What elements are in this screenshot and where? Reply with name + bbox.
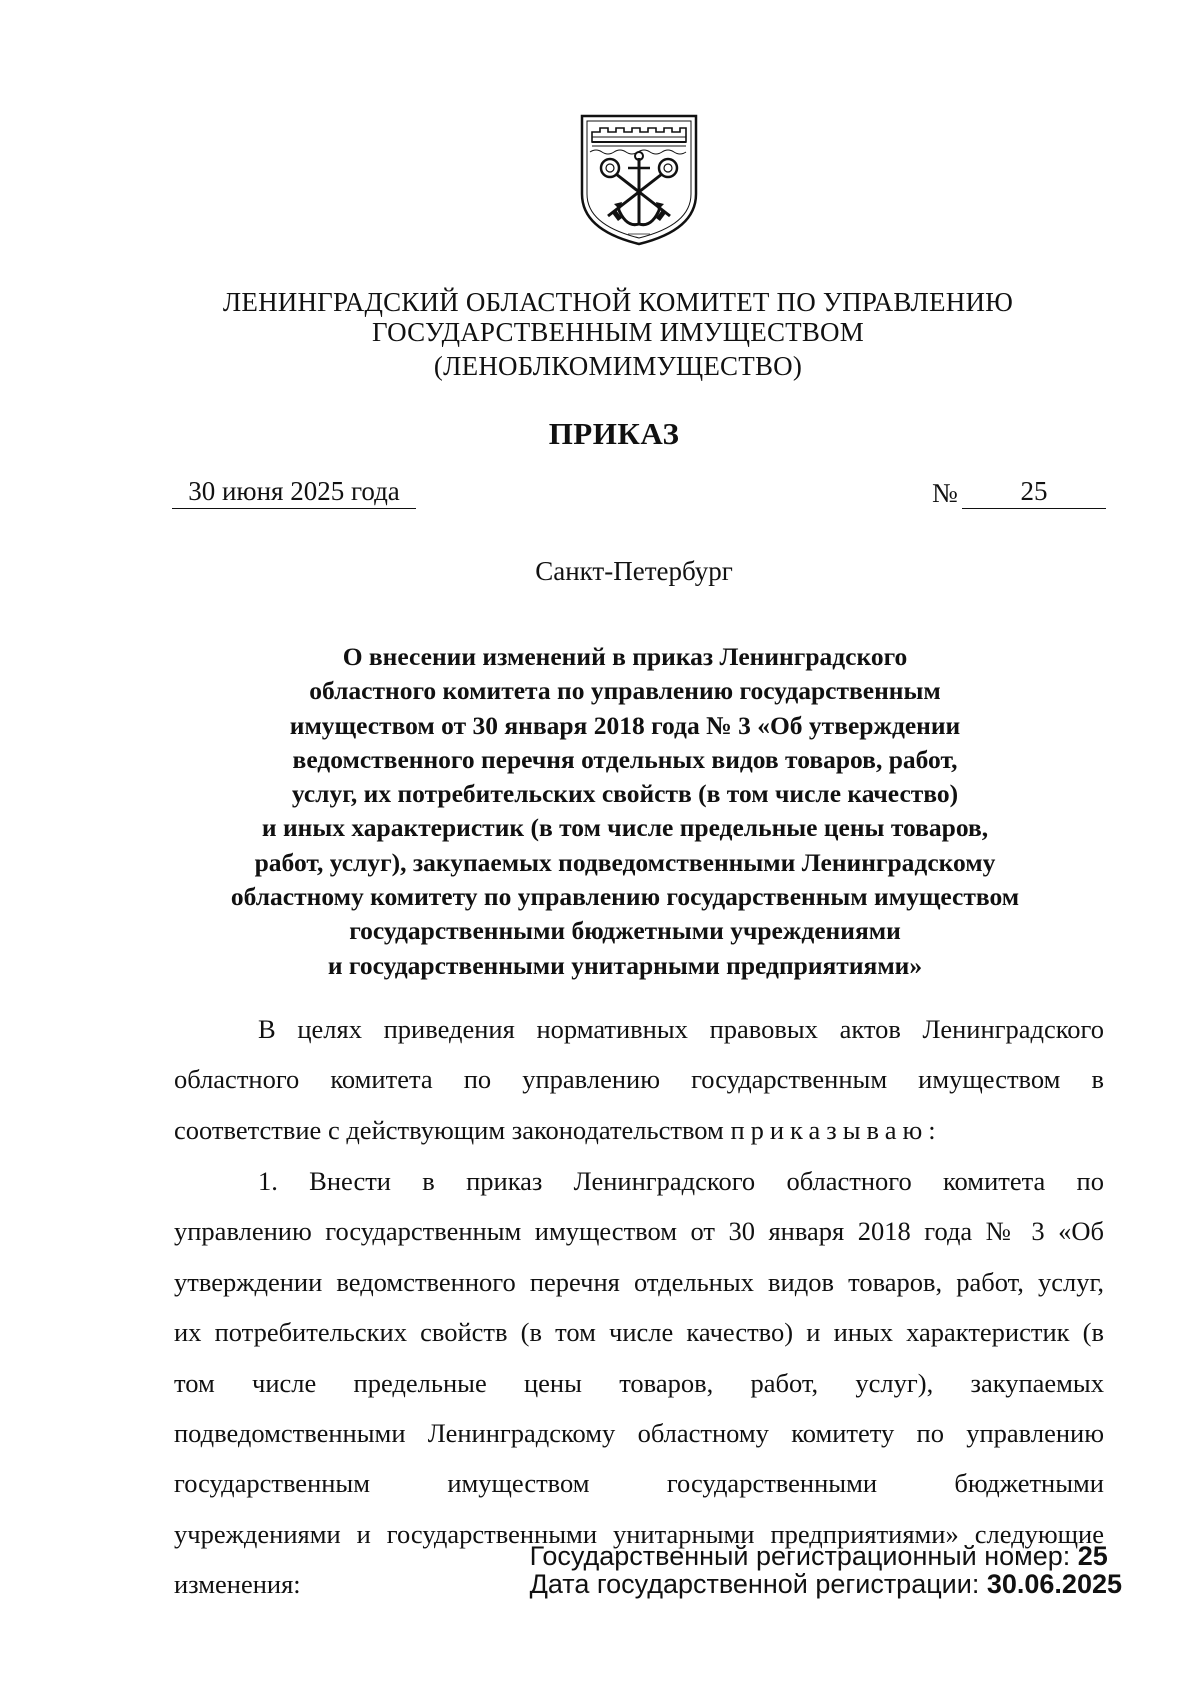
subject-line: областному комитету по управлению государственным имуществом (230, 882, 1020, 912)
body-line: их потребительских свойств (в том числе качество) и иных характеристик (в (174, 1317, 1104, 1348)
order-number-label: № (932, 478, 958, 508)
body-line: учреждениями и государственными унитарными предприятиями» следующие (174, 1518, 1104, 1549)
order-subject (160, 640, 1090, 983)
order-number: 25 (962, 476, 1106, 509)
subject-line: и иных характеристик (в том числе предельные цены товаров, (261, 813, 989, 843)
order-city: Санкт-Петербург (535, 556, 733, 586)
document-title: ПРИКАЗ (548, 416, 680, 451)
registration-number: 25 (1077, 1541, 1108, 1571)
subject-line: имуществом от 30 января 2018 года № 3 «Об утверждении (289, 710, 961, 740)
body-line: 1. Внести в приказ Ленинградского областного комитета по (258, 1166, 1104, 1196)
org-name-line-3: (ЛЕНОБЛКОМИМУЩЕСТВО) (433, 351, 803, 381)
body-line: изменения: (174, 1569, 301, 1600)
body-line: подведомственными Ленинградскому областному комитету по управлению (174, 1417, 1104, 1448)
body-line: управлению государственным имуществом от 30 января 2018 года № 3 «Об (174, 1216, 1104, 1247)
subject-line: и государственными унитарными предприятиями» (327, 950, 923, 980)
body-line: утверждении ведомственного перечня отдельных видов товаров, работ, услуг, (174, 1266, 1104, 1297)
order-date: 30 июня 2025 года (172, 476, 416, 509)
leningrad-oblast-coat-of-arms-icon (578, 112, 700, 248)
body-line: государственным имуществом государственными бюджетными (174, 1468, 1104, 1499)
body-line: В целях приведения нормативных правовых актов Ленинградского (258, 1014, 1104, 1044)
registration-stamp (530, 1542, 1122, 1598)
org-name-line-1: ЛЕНИНГРАДСКИЙ ОБЛАСТНОЙ КОМИТЕТ ПО УПРАВЛЕНИЮ (222, 287, 1014, 317)
body-line-text: соответствие с действующим законодательством (174, 1114, 731, 1145)
org-name-line-2: ГОСУДАРСТВЕННЫМ ИМУЩЕСТВОМ (372, 317, 864, 347)
registration-date: 30.06.2025 (986, 1569, 1122, 1599)
subject-line: услуг, их потребительских свойств (в том числе качество) (291, 779, 959, 809)
preamble-paragraph (174, 1004, 1104, 1155)
subject-line: областного комитета по управлению государственным (309, 676, 941, 706)
subject-line: ведомственного перечня отдельных видов товаров, работ, (292, 744, 958, 774)
registration-date-row (530, 1570, 1122, 1598)
registration-number-label: Государственный регистрационный номер: (529, 1541, 1078, 1571)
registration-date-label: Дата государственной регистрации: (529, 1569, 987, 1599)
subject-line: О внесении изменений в приказ Ленинградского (342, 642, 908, 671)
body-line: областного комитета по управлению государственным имуществом в (174, 1064, 1104, 1095)
order-verb: приказываю: (730, 1114, 942, 1145)
registration-number-row (530, 1542, 1122, 1570)
subject-line: государственными бюджетными учреждениями (349, 916, 901, 946)
subject-line: работ, услуг), закупаемых подведомственными Ленинградскому (254, 847, 996, 877)
body-line (174, 1105, 1104, 1155)
body-line: том числе предельные цены товаров, работ, услуг), закупаемых (174, 1367, 1104, 1398)
